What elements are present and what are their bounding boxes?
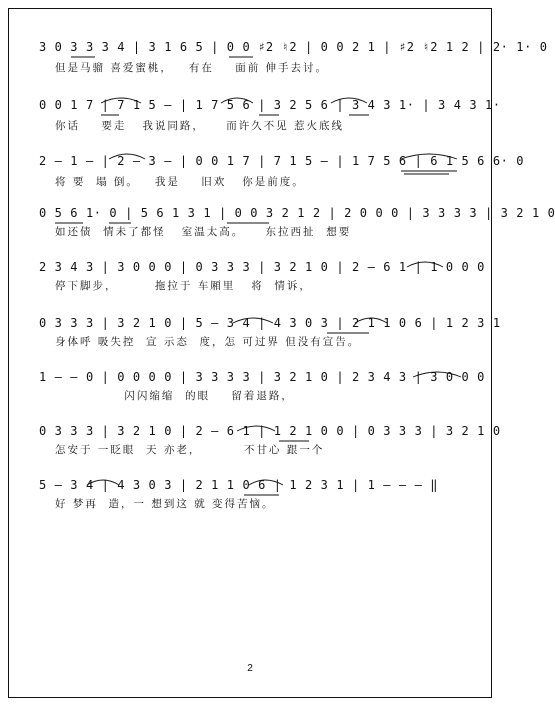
page-number: 2: [247, 663, 253, 674]
notation-line: 0 3 3 3 | 3 2 1 0 | 2 – 6 1 | 1 2 1 0 0 | 0 3 3 3 | 3 2 1 0: [39, 424, 501, 438]
notation-line: 2 – 1 – | 2 – 3 – | 0 0 1 7 | 7 1 5 – | 1 7 5 6 | 6 1 5 6 6· 0: [39, 154, 525, 168]
score-page: [8, 8, 555, 698]
notation-line: 1 – – 0 | 0 0 0 0 | 3 3 3 3 | 3 2 1 0 | 2 3 4 3 | 3 0 0 0: [39, 370, 486, 384]
notation-line: 3 0 3 3 3 4 | 3 1 6 5 | 0 0 ♯2 ♮2 | 0 0 2 1 | ♯2 ♮2 1 2 | 2· 1· 0: [39, 40, 548, 54]
lyric-line: 将 要 塌 倒。 我是 旧欢 你是前度。: [55, 176, 305, 188]
lyric-line: 闪闪缩缩 的眼 留着退路，: [55, 390, 294, 402]
lyric-line: 停下脚步， 拖拉于 车厢里 将 情诉，: [55, 280, 312, 292]
notation-line: 0 0 1 7 | 7 1 5 – | 1 7 5 6 | 3 2 5 6 | 3 4 3 1· | 3 4 3 1·: [39, 98, 501, 112]
notation-line: 5 – 3 4 | 4 3 0 3 | 2 1 1 0 6 | 1 2 3 1 | 1 – – – ‖: [39, 478, 439, 492]
lyric-line: 你话 要走 我说同路， 而许久不见 惹火底线: [55, 120, 345, 132]
lyric-line: 如还债 情未了都怪 室温太高。 东拉西扯 想要: [55, 226, 352, 238]
lyric-line: 身体呼 吸失控 宣 示态 度，怎 可过界 但没有宣告。: [55, 336, 361, 348]
lyric-line: 好 梦再 造，一 想到这 就 变得苦恼。: [55, 498, 275, 510]
lyric-line: 怎安于 一眨眼 天 亦老， 不甘心 跟一个: [55, 444, 325, 456]
notation-line: 0 3 3 3 | 3 2 1 0 | 5 – 3 4 | 4 3 0 3 | 2 1 1 0 6 | 1 2 3 1: [39, 316, 501, 330]
notation-line: 0 5 6 1· 0 | 5 6 1 3 1 | 0 0 3 2 1 2 | 2 0 0 0 | 3 3 3 3 | 3 2 1 0: [39, 206, 555, 220]
notation-line: 2 3 4 3 | 3 0 0 0 | 0 3 3 3 | 3 2 1 0 | 2 – 6 1 | 1 0 0 0: [39, 260, 486, 274]
lyric-line: 但是马骝 喜爱蜜桃， 有在 面前 伸手去讨。: [55, 62, 329, 74]
